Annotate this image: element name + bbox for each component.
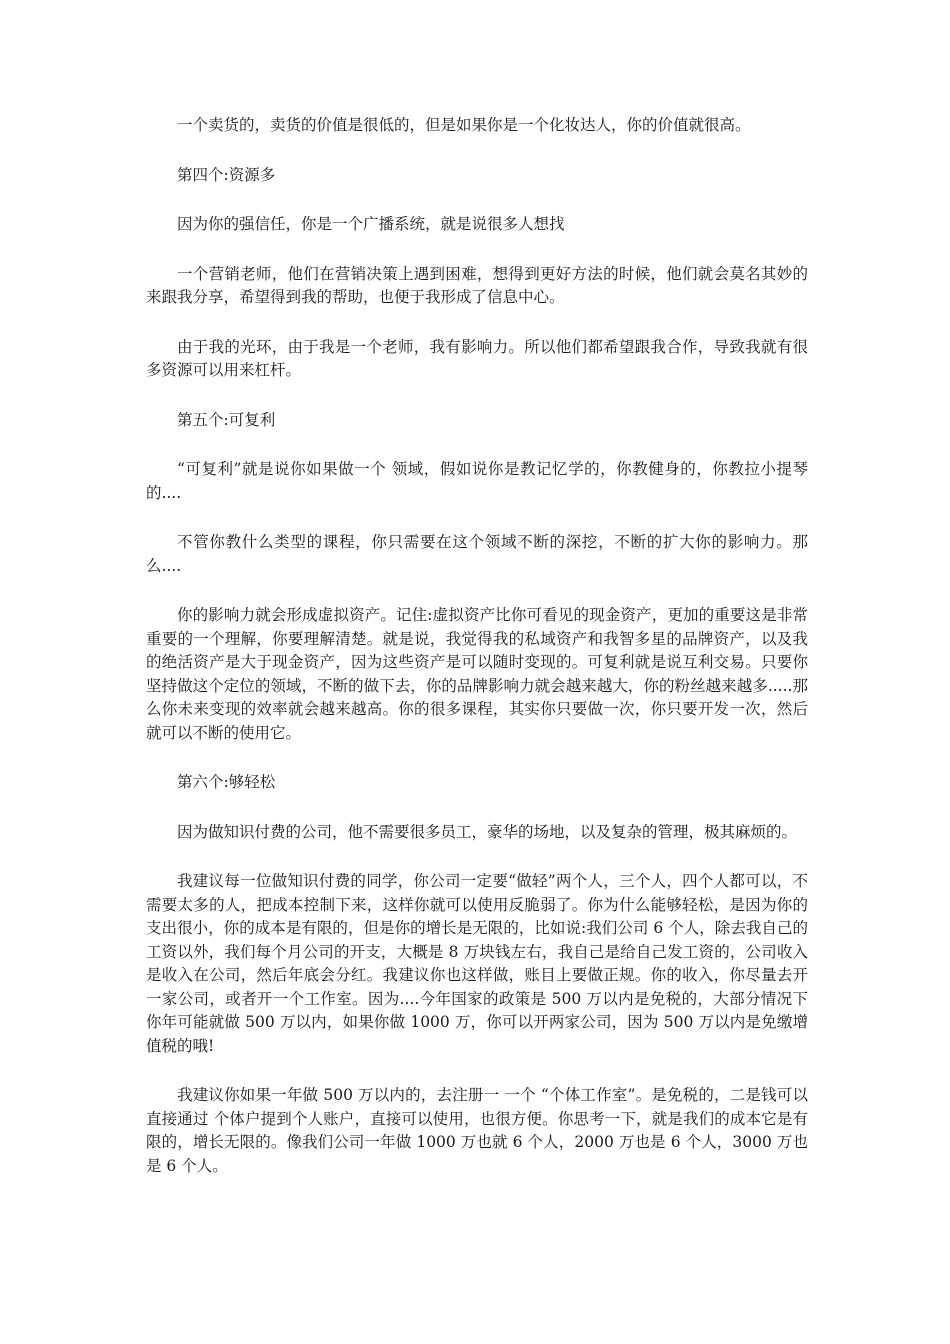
paragraph: 因为做知识付费的公司，他不需要很多员工，豪华的场地，以及复杂的管理，极其麻烦的。 [177, 822, 798, 841]
paragraph: 由于我的光环，由于我是一个老师，我有影响力。所以他们都希望跟我合作，导致我就有很多资源可以用来杠杆。 [146, 337, 808, 379]
document-body [146, 114, 808, 1204]
paragraph: 一个营销老师，他们在营销决策上遇到困难，想得到更好方法的时候，他们就会莫名其妙的来跟我分享，希望得到我的帮助，也便于我形成了信息中心。 [146, 264, 808, 306]
paragraph: 因为你的强信任，你是一个广播系统，就是说很多人想找 [177, 215, 565, 233]
section-heading: 第四个:资源多 [177, 165, 276, 184]
paragraph: 我建议每一位做知识付费的同学，你公司一定要“做轻”两个人，三个人，四个人都可以，不需要太多的人，把成本控制下来，这样你就可以使用反脆弱了。你为什么能够轻松，是因为你的支出很小，你的成本是有限的，但是你的增长是无限的，比如说:我们公司 6 个人，除去我自己的工资以外，我们每个月公司的开支，大概是 8 万块钱左右，我自己是给自己发工资的，公司收入是收入在公司，然后年底会分红。我建议你也这样做，账目上要做正规。你的收入，你尽量去开一家公司，或者开一个工作室。因为....今年国家的政策是 500 万以内是免税的，大部分情况下你年可能就做 500 万以内，如果你做 1000 万，你可以开两家公司，因为 500 万以内是免缴增值税的哦! [146, 872, 808, 1055]
paragraph: “可复利”就是说你如果做一个 领域，假如说你是教记忆学的，你教健身的，你教拉小提琴的.... [146, 460, 808, 502]
paragraph: 不管你教什么类型的课程，你只需要在这个领域不断的深挖，不断的扩大你的影响力。那么.... [146, 533, 808, 575]
paragraph: 一个卖货的，卖货的价值是很低的，但是如果你是一个化妆达人，你的价值就很高。 [177, 116, 751, 134]
section-heading: 第六个:够轻松 [177, 773, 276, 791]
section-heading: 第五个:可复利 [177, 410, 276, 429]
paragraph: 你的影响力就会形成虚拟资产。记住:虚拟资产比你可看见的现金资产，更加的重要这是非常重要的一个理解，你要理解清楚。就是说，我觉得我的私域资产和我智多星的品牌资产，以及我的绝活资产是大于现金资产，因为这些资产是可以随时变现的。可复利就是说互利交易。只要你坚持做这个定位的领域，不断的做下去，你的品牌影响力就会越来越大，你的粉丝越来越多.....那么你未来变现的效率就会越来越高。你的很多课程，其实你只要做一次，你只要开发一次，然后就可以不断的使用它。 [146, 606, 808, 742]
paragraph: 我建议你如果一年做 500 万以内的，去注册一 一个 “个体工作室”。是免税的，二是钱可以直接通过 个体户提到个人账户，直接可以使用，也很方便。你思考一下，就是我们的成本它是有限的，增长无限的。像我们公司一年做 1000 万也就 6 个人，2000 万也是 6 个人，3000 万也是 6 个人。 [146, 1086, 808, 1175]
